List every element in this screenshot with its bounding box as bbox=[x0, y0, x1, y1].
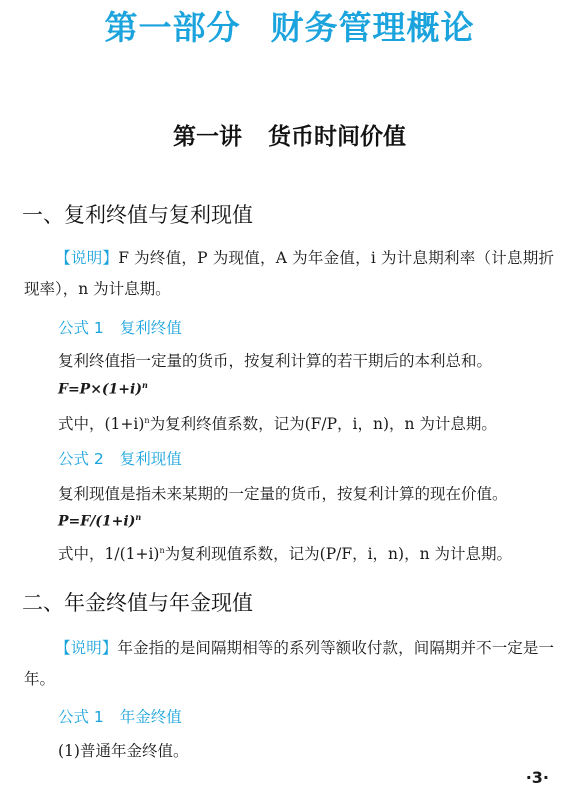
equation-exponent: n bbox=[141, 380, 148, 390]
expl-exponent: n bbox=[159, 545, 165, 555]
formula-heading-3 bbox=[58, 705, 182, 727]
formula-heading-2 bbox=[58, 447, 182, 469]
formula-title: 年金终值 bbox=[119, 708, 182, 726]
formula1-description: 复利终值指一定量的货币，按复利计算的若干期后的本利总和。 bbox=[58, 352, 493, 370]
formula-title: 复利终值 bbox=[119, 319, 182, 337]
note-tag: 【说明】 bbox=[55, 249, 119, 267]
expl-suffix: 为复利终值系数，记为(F/P，i，n)，n 为计息期。 bbox=[149, 415, 497, 433]
section-heading-1: 一、复利终值与复利现值 bbox=[22, 203, 253, 227]
formula1-equation bbox=[58, 380, 148, 398]
page-number: ·3· bbox=[525, 768, 549, 787]
part-title bbox=[0, 2, 579, 49]
section1-note bbox=[24, 243, 554, 305]
section2-item-1: (1)普通年金终值。 bbox=[58, 742, 189, 760]
formula-label: 公式 1 bbox=[58, 708, 104, 726]
expl-prefix: 式中，1/(1+i) bbox=[58, 545, 160, 563]
formula-label: 公式 1 bbox=[58, 319, 104, 337]
lecture-title bbox=[0, 118, 579, 151]
note-tag: 【说明】 bbox=[55, 639, 118, 657]
expl-prefix: 式中，(1+i) bbox=[58, 415, 145, 433]
formula1-explanation bbox=[58, 412, 497, 434]
formula-heading-1 bbox=[58, 316, 182, 338]
part-title-label: 第一部分 bbox=[104, 8, 241, 47]
section-heading-2: 二、年金终值与年金现值 bbox=[22, 591, 253, 615]
formula2-equation bbox=[58, 512, 141, 530]
note-text: 年金指的是间隔期相等的系列等额收付款，间隔期并不一定是一年。 bbox=[24, 639, 554, 688]
equation-exponent: n bbox=[135, 512, 142, 522]
lecture-title-text: 货币时间价值 bbox=[268, 124, 406, 150]
section2-note bbox=[24, 633, 554, 695]
formula2-description: 复利现值是指未来某期的一定量的货币，按复利计算的现在价值。 bbox=[58, 485, 508, 503]
formula2-explanation bbox=[58, 542, 512, 564]
equation-text: P=F/(1+i) bbox=[58, 513, 136, 530]
formula-label: 公式 2 bbox=[58, 450, 104, 468]
equation-text: F=P×(1+i) bbox=[58, 381, 142, 398]
note-text: F 为终值，P 为现值，A 为年金值，i 为计息期利率（计息期折现率），n 为计息期。 bbox=[24, 249, 554, 298]
lecture-title-label: 第一讲 bbox=[173, 124, 242, 150]
expl-exponent: n bbox=[144, 415, 150, 425]
formula-title: 复利现值 bbox=[119, 450, 182, 468]
expl-suffix: 为复利现值系数，记为(P/F，i，n)，n 为计息期。 bbox=[164, 545, 512, 563]
part-title-text: 财务管理概论 bbox=[270, 8, 475, 47]
